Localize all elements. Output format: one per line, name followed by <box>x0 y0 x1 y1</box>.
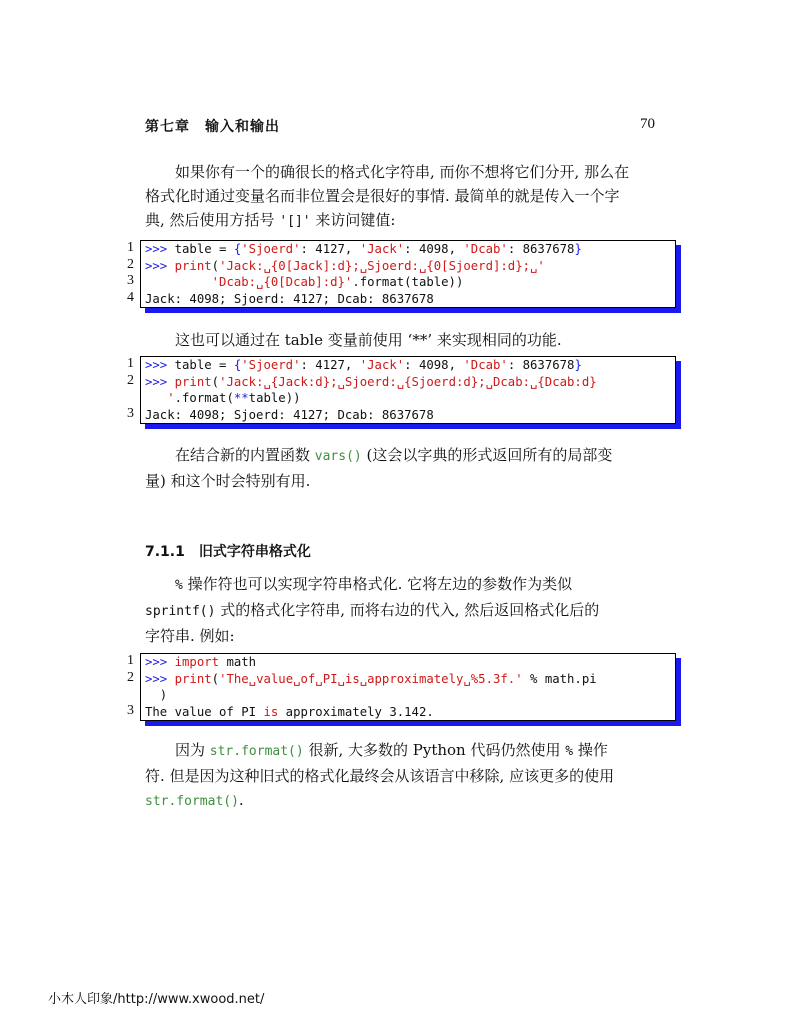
code-token: } <box>574 358 582 372</box>
code-token: ) <box>145 688 168 702</box>
code-token: >>> <box>145 258 175 273</box>
line-numbers: 1 2 3 <box>127 653 134 718</box>
code-token: Jack: 4098; Sjoerd: 4127; Dcab: 8637678 <box>145 407 434 422</box>
code-token: 'The␣value␣of␣PI␣is␣approximately␣%5.3f.' <box>219 671 523 686</box>
code-token: is <box>263 704 279 719</box>
code-token: table)) <box>248 391 301 405</box>
inline-code: % <box>565 744 574 759</box>
text-line: 字符串. 例如: <box>145 627 235 645</box>
code-token: % math.pi <box>522 671 597 686</box>
paragraph-3 <box>145 443 655 493</box>
code-token: math <box>219 655 257 669</box>
code-token: .format(table)) <box>352 275 464 289</box>
text-line: 量) 和这个时会特别有用. <box>145 472 311 490</box>
code-token: 'Jack:␣{Jack:d};␣Sjoerd:␣{Sjoerd:d};␣Dcab:␣{Dcab:d} <box>219 374 597 389</box>
code-line <box>145 407 671 424</box>
code-token: 'Dcab' <box>463 242 508 256</box>
code-token: >>> <box>145 655 175 669</box>
paragraph-2 <box>145 328 655 352</box>
code-line <box>145 654 671 671</box>
code-line <box>145 687 671 704</box>
footer-watermark: 小木人印象/http://www.xwood.net/ <box>48 992 265 1007</box>
code-line <box>145 357 671 374</box>
paragraph-5 <box>145 738 655 814</box>
code-token: { <box>233 242 242 256</box>
inline-code: vars() <box>314 449 362 464</box>
code-token: The value of PI <box>145 704 264 719</box>
running-header <box>145 116 655 138</box>
text-line: 如果你有一个的确很长的格式化字符串, 而你不想将它们分开, 那么在 <box>175 163 630 181</box>
code-token: .format( <box>174 391 234 405</box>
section-heading <box>145 541 311 561</box>
line-numbers: 1 2 3 4 <box>127 240 134 305</box>
chapter-title: 第七章 输入和输出 <box>145 119 280 135</box>
text-line: 格式化时通过变量名而非位置会是很好的事情. 最简单的就是传入一个字 <box>145 187 620 205</box>
text-line: % 操作符也可以实现字符串格式化. 它将左边的参数作为类似 <box>175 575 573 593</box>
code-line <box>145 671 671 688</box>
code-token: : 8637678 <box>507 242 575 256</box>
code-line <box>145 241 671 258</box>
code-token: 'Dcab' <box>463 358 508 372</box>
code-token: print <box>174 374 212 389</box>
code-line <box>145 291 671 308</box>
code-token: : 4098, <box>404 242 464 256</box>
text-line: 因为 str.format() 很新, 大多数的 Python 代码仍然使用 % 操作 <box>175 741 608 759</box>
code-line <box>145 704 671 721</box>
code-token <box>145 391 167 405</box>
code-token: : 4127, <box>300 358 360 372</box>
code-line <box>145 390 671 407</box>
code-token: : 4098, <box>404 358 464 372</box>
code-token: } <box>574 242 582 256</box>
code-token: table = <box>174 242 234 256</box>
code-block <box>140 240 676 308</box>
code-token: 'Sjoerd' <box>241 242 301 256</box>
code-token: ( <box>211 374 220 389</box>
text-line: sprintf() 式的格式化字符串, 而将右边的代入, 然后返回格式化后的 <box>145 601 600 619</box>
code-token: >>> <box>145 374 175 389</box>
code-token: approximately 3.142. <box>278 704 434 719</box>
code-token: >>> <box>145 358 175 372</box>
text-line: 在结合新的内置函数 vars() (这会以字典的形式返回所有的局部变 <box>175 446 613 464</box>
code-token: { <box>233 358 242 372</box>
section-title: 旧式字符串格式化 <box>198 544 311 560</box>
code-line <box>145 374 671 391</box>
code-token: ** <box>233 391 249 405</box>
page-number: 70 <box>640 116 655 132</box>
text-line: str.format(). <box>145 791 244 809</box>
code-line <box>145 258 671 275</box>
code-line <box>145 274 671 291</box>
code-block <box>140 356 676 424</box>
inline-code: sprintf() <box>145 604 216 619</box>
paragraph-1 <box>145 160 655 234</box>
line-numbers: 1 2 3 <box>127 356 134 421</box>
code-token <box>145 275 212 289</box>
code-token: ' <box>167 391 175 405</box>
code-token: : 4127, <box>300 242 360 256</box>
text-line: 这也可以通过在 table 变量前使用 ‘**’ 来实现相同的功能. <box>175 331 562 349</box>
code-token: 'Jack' <box>359 242 405 256</box>
code-token: ( <box>211 258 220 273</box>
section-number: 7.1.1 <box>145 544 185 560</box>
code-token: 'Sjoerd' <box>241 358 301 372</box>
code-token: print <box>174 258 212 273</box>
code-token: 'Jack:␣{0[Jack]:d};␣Sjoerd:␣{0[Sjoerd]:d};␣' <box>219 258 545 273</box>
code-token: >>> <box>145 242 175 256</box>
paragraph-4 <box>145 572 655 648</box>
code-token: Jack: 4098; Sjoerd: 4127; Dcab: 8637678 <box>145 291 434 306</box>
code-token: print <box>174 671 212 686</box>
code-token: import <box>174 655 220 669</box>
inline-code: str.format() <box>145 794 239 809</box>
code-token: 'Jack' <box>359 358 405 372</box>
text-line: 符. 但是因为这种旧式的格式化最终会从该语言中移除, 应该更多的使用 <box>145 767 615 785</box>
inline-code: % <box>175 578 183 593</box>
inline-code: str.format() <box>209 744 304 759</box>
code-token: 'Dcab:␣{0[Dcab]:d}' <box>211 275 353 289</box>
inline-code: '[]' <box>279 214 311 229</box>
code-token: : 8637678 <box>507 358 575 372</box>
code-token: >>> <box>145 671 175 686</box>
code-token: ( <box>211 671 220 686</box>
code-block <box>140 653 676 721</box>
text-line: 典, 然后使用方括号 '[]' 来访问键值: <box>145 211 396 229</box>
code-token: table = <box>174 358 234 372</box>
